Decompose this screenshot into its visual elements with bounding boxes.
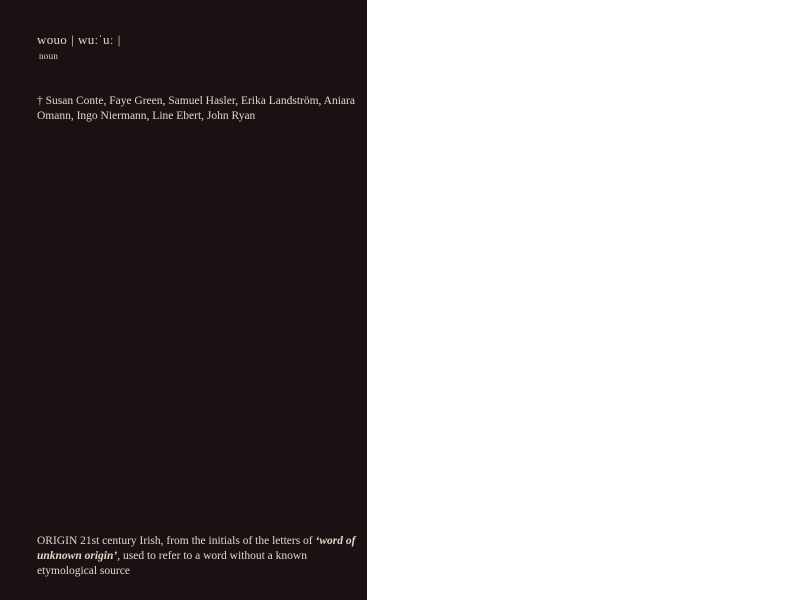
pronunciation: wuːˈuː — [78, 32, 114, 47]
part-of-speech: noun — [39, 51, 59, 61]
headword: wouo — [37, 32, 68, 47]
origin-label: ORIGIN — [37, 535, 78, 547]
origin-keyword: ‘word of unknown origin’ — [37, 535, 356, 562]
divider-left: | — [71, 32, 74, 47]
origin-text-before: 21st century Irish, from the initials of the letters of — [77, 535, 316, 547]
origin-text-after: , used to refer to a word without a known etymological source — [37, 550, 307, 577]
blank-page — [367, 0, 800, 600]
divider-right: | — [117, 32, 121, 47]
authors-list: † Susan Conte, Faye Green, Samuel Hasler, Erika Landström, Aniara Omann, Ingo Niermann, Line Ebert, John Ryan — [37, 95, 355, 122]
origin-note — [37, 534, 357, 579]
cover-page — [0, 0, 367, 600]
headword-line — [37, 32, 125, 48]
